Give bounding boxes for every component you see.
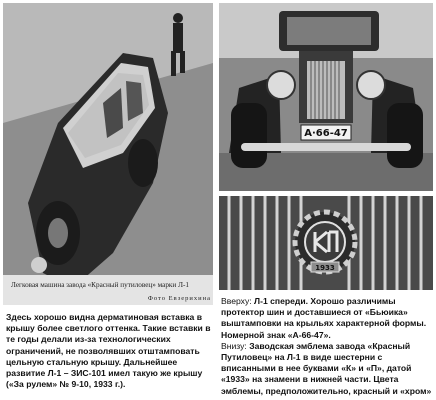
car-front-illustration <box>219 3 433 191</box>
license-plate-text: А·66-47 <box>304 128 348 139</box>
bottom-caption-body: Заводская эмблема завода «Красный Путиловец» на Л-1 в виде шестерни с вписанными в нее буквами «К» и «П», датой «1933» на знамени в нижней части. Цвета эмблемы, предположительно, красный и «хром» <box>221 340 432 396</box>
car-side-photo <box>3 3 213 305</box>
top-caption-body: Л-1 спереди. Хорошо различимы протектор шин и доставшиеся от «Бьюика» выштамповки на крыльях характерной формы. Номерной знак «А-66-47». <box>221 296 427 340</box>
bottom-caption-label: Внизу: <box>221 340 247 351</box>
emblem-year-text: 1933 <box>315 264 335 272</box>
car-side-illustration <box>3 3 213 305</box>
left-caption-text: Легковая машина завода «Красный путиловец» марки Л-1 <box>11 281 189 289</box>
emblem-illustration <box>219 196 433 290</box>
emblem-photo <box>219 196 433 290</box>
car-front-photo <box>219 3 433 191</box>
right-article-text <box>221 296 433 397</box>
top-caption-label: Вверху: <box>221 296 252 306</box>
left-photo-caption <box>11 281 211 305</box>
left-photo-credit: Фото Евзерихина <box>147 295 211 302</box>
left-article-text: Здесь хорошо видна дерматиновая вставка в крышу более светлого оттенка. Такие вставки в те годы делали из-за технологических ограничений, не позволявших отштамповать цельную стальную крышу. Дальнейшее развитие Л-1 – ЗИС-101 имел такую же крышу («За рулем» № 9-10, 1933 г.). <box>6 312 211 390</box>
